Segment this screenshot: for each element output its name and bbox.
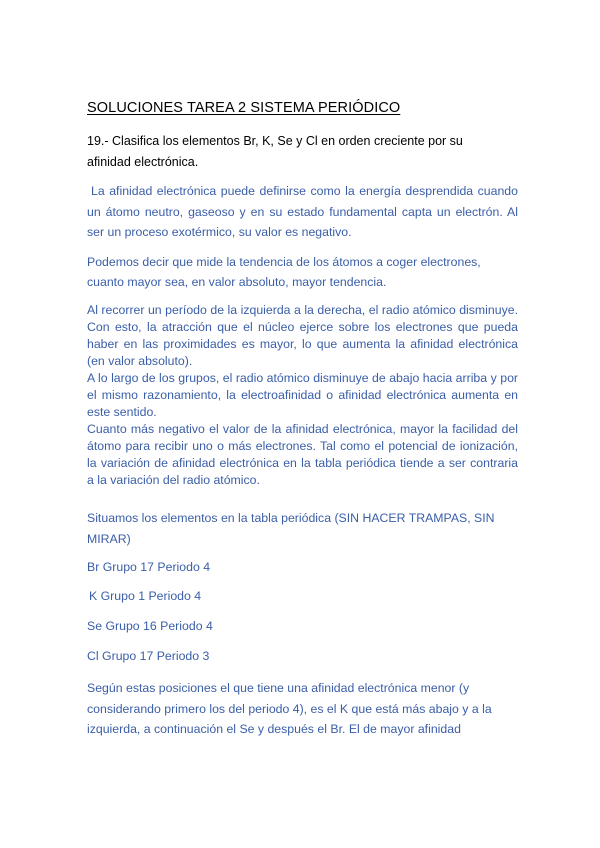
paragraph-trends bbox=[87, 302, 518, 489]
element-br-line: Br Grupo 17 Periodo 4 bbox=[87, 560, 211, 574]
paragraph-negative-value: Cuanto más negativo el valor de la afinidad electrónica, mayor la facilidad del átomo para recibir uno o más electrones. Tal como el potencial de ionización, la variación de afinidad electrónica en la tabla periódica tiende a ser contraria a la variación del radio atómico. bbox=[87, 422, 518, 487]
element-k-line: K Grupo 1 Periodo 4 bbox=[89, 589, 202, 603]
element-se-line: Se Grupo 16 Periodo 4 bbox=[87, 619, 213, 633]
paragraph-conclusion: Según estas posiciones el que tiene una afinidad electrónica menor (y considerando primero los del periodo 4), es el K que está más abajo y a la izquierda, a continuación el Se y después el Br. El de mayor afinidad bbox=[87, 681, 492, 736]
paragraph-period-trend: Al recorrer un período de la izquierda a la derecha, el radio atómico disminuye. Con esto, la atracción que el núcleo ejerce sobre los electrones que pueda haber en las proximidades es mayor, lo que aumenta la afinidad electrónica (en valor absoluto). bbox=[87, 303, 518, 368]
question-text: 19.- Clasifica los elementos Br, K, Se y Cl en orden creciente por su afinidad electrónica. bbox=[87, 134, 463, 169]
page-title: SOLUCIONES TAREA 2 SISTEMA PERIÓDICO bbox=[87, 100, 401, 116]
element-cl-line: Cl Grupo 17 Periodo 3 bbox=[87, 649, 210, 663]
paragraph-situamos: Situamos los elementos en la tabla periódica (SIN HACER TRAMPAS, SIN MIRAR) bbox=[87, 511, 495, 546]
paragraph-tendency: Podemos decir que mide la tendencia de los átomos a coger electrones, cuanto mayor sea, en valor absoluto, mayor tendencia. bbox=[87, 255, 481, 289]
paragraph-intro: La afinidad electrónica puede definirse como la energía desprendida cuando un átomo neutro, gaseoso y en su estado fundamental capta un electrón. Al ser un proceso exotérmico, su valor es negativo. bbox=[87, 184, 518, 239]
paragraph-group-trend: A lo largo de los grupos, el radio atómico disminuye de abajo hacia arriba y por el mismo razonamiento, la electroafinidad o afinidad electrónica aumenta en este sentido. bbox=[87, 371, 518, 419]
